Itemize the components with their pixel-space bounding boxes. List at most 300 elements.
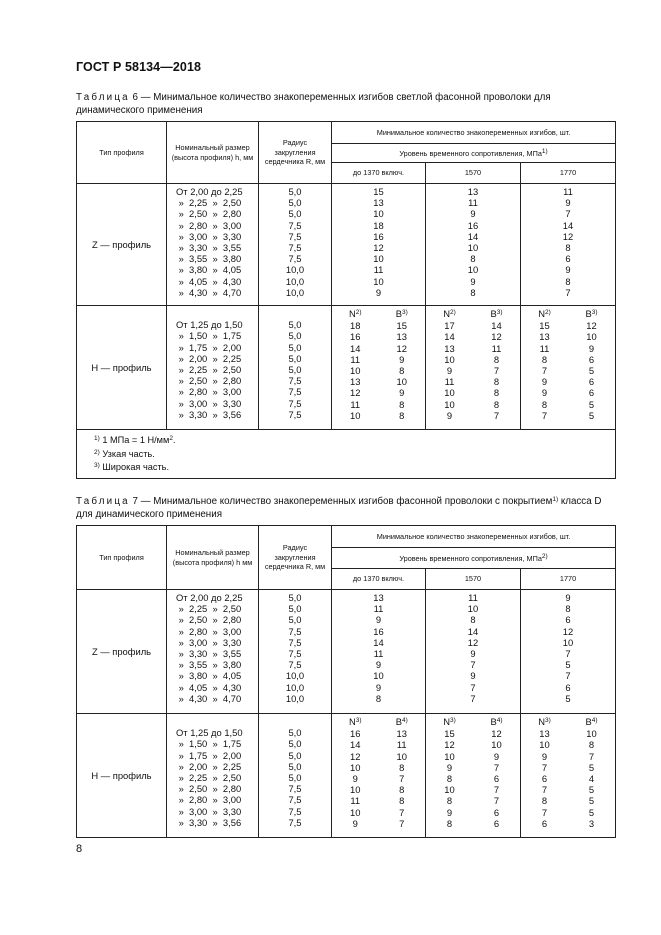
nb-row [521, 343, 615, 354]
cell-value: 13 [373, 197, 384, 209]
cell-value: 9 [446, 409, 453, 421]
cell-value: От 2,00 до 2,25 [176, 592, 243, 603]
nb-row [521, 354, 615, 365]
t6-col-strength [332, 144, 616, 163]
cell-value: 10 [467, 603, 479, 615]
nb-row [332, 354, 425, 365]
cell-value: 11 [373, 648, 384, 660]
cell-value: 7 [399, 806, 405, 818]
nb-row [521, 807, 615, 818]
cell-value: 10 [373, 275, 384, 287]
cell-value: 13 [373, 592, 384, 603]
nb-row [426, 818, 520, 829]
t6-strength-sup: 1) [541, 148, 548, 156]
cell-value: 10 [539, 739, 550, 751]
cell-value: 5,0 [288, 208, 302, 220]
cell-value: 7 [399, 817, 405, 829]
cell-value: 13 [396, 331, 407, 343]
cell-value: 16 [350, 728, 361, 740]
cell-value: 11 [350, 398, 361, 410]
table-6 [76, 121, 616, 479]
nb-row [332, 751, 425, 762]
cell-value: 16 [350, 331, 361, 343]
cell-value: 8 [399, 398, 405, 410]
cell-value: 7,5 [288, 794, 302, 806]
cell-value: » 3,00 » 3,30 [176, 805, 242, 817]
page-number: 8 [76, 843, 83, 855]
cell-value: 10 [373, 670, 384, 682]
cell-value: 11 [563, 186, 573, 197]
cell-value: 5 [588, 795, 595, 807]
cell-value: 7 [493, 761, 500, 773]
cell-value: 9 [375, 286, 382, 298]
cell-value: » 3,30 » 3,56 [176, 816, 242, 828]
cell-value: » 1,75 » 2,00 [176, 749, 242, 761]
cell-value: 12 [350, 387, 361, 399]
cell-value: 10 [491, 739, 502, 751]
t6-note-1: $^{1)}$ 1 МПа = 1 $Н/мм^2$. [94, 435, 176, 445]
cell-value: 10 [467, 242, 479, 254]
nb-row [332, 762, 425, 773]
cell-value: 7,5 [288, 253, 302, 265]
t7-z-s2 [426, 590, 521, 714]
b-header: $В^{4)}$ [395, 716, 408, 727]
cell-value: 13 [444, 342, 455, 354]
cell-value: 17 [444, 320, 455, 332]
t6-z-s3 [521, 184, 616, 306]
table6-label: Таблица [76, 92, 130, 103]
cell-value: 5,0 [288, 341, 302, 353]
cell-value: 6 [588, 387, 595, 399]
t6-col-profile: Тип профиля [77, 122, 167, 184]
cell-value: 8 [470, 286, 476, 298]
table7-title-sup: 1) [552, 496, 559, 503]
t7-z-s3 [521, 590, 616, 714]
cell-value: 18 [350, 320, 361, 332]
t6-note-2: $^{2)}$ Узкая часть. [94, 448, 155, 459]
cell-value: 7,5 [288, 397, 302, 409]
cell-value: 12 [491, 331, 502, 343]
cell-value: 10,0 [285, 681, 305, 693]
nb-row [521, 762, 615, 773]
cell-value: 5,0 [288, 186, 302, 197]
cell-value: 5,0 [288, 352, 302, 364]
nb-row [521, 784, 615, 795]
cell-value: 13 [350, 376, 361, 388]
cell-value: 10 [350, 784, 361, 796]
cell-value: 10 [444, 784, 455, 796]
cell-value: 6 [493, 817, 500, 829]
table6-title: Минимальное количество знакопеременных изгибов светлой фасонной проволоки для динамического применения [76, 92, 551, 116]
cell-value: 8 [399, 795, 405, 807]
cell-value: » 2,50 » 2,80 [176, 375, 242, 387]
cell-value: 10 [444, 387, 455, 399]
t6-z-ranges [167, 184, 259, 306]
t7-col-s3: 1770 [521, 569, 616, 590]
cell-value: 14 [350, 739, 361, 751]
cell-value: 8 [541, 353, 548, 365]
cell-value: От 1,25 до 1,50 [176, 727, 243, 739]
cell-value: 9 [541, 387, 548, 399]
cell-value: 9 [565, 592, 571, 603]
cell-value: 7,5 [288, 659, 302, 671]
cell-value: 5 [565, 659, 571, 671]
cell-value: » 1,50 » 1,75 [176, 330, 242, 342]
cell-value: 8 [493, 353, 500, 365]
cell-value: 8 [399, 784, 405, 796]
cell-value: 9 [375, 614, 382, 626]
cell-value: » 4,30 » 4,70 [176, 692, 242, 704]
cell-value: 6 [493, 773, 500, 784]
cell-value: 10 [396, 376, 407, 388]
nb-header [332, 716, 425, 727]
cell-value: 18 [373, 219, 384, 231]
cell-value: 5,0 [288, 603, 302, 615]
cell-value: 6 [588, 353, 595, 365]
cell-value: 9 [493, 750, 500, 762]
cell-value: 9 [470, 670, 476, 682]
t7-col-strength [332, 548, 616, 569]
cell-value: 7,5 [288, 408, 302, 420]
n-header: $N^{2)}$ [538, 308, 551, 319]
cell-value: 12 [562, 230, 574, 242]
t6-z-label: Z — профиль [77, 184, 167, 306]
nb-row [332, 365, 425, 376]
nb-row [332, 739, 425, 750]
cell-value: 12 [396, 342, 407, 354]
cell-value: 5 [588, 365, 595, 376]
table7-caption [76, 494, 616, 521]
document-header: ГОСТ Р 58134—2018 [76, 60, 202, 74]
cell-value: 14 [467, 625, 479, 637]
t7-h-label: Н — профиль [77, 714, 167, 838]
cell-value: » 3,55 » 3,80 [176, 253, 242, 265]
cell-value: » 2,00 » 2,25 [176, 760, 242, 772]
cell-value: 5 [565, 692, 571, 704]
nb-row [332, 331, 425, 342]
cell-value: 8 [399, 409, 405, 421]
cell-value: » 2,80 » 3,00 [176, 794, 242, 806]
cell-value: 5,0 [288, 319, 302, 331]
cell-value: » 2,80 » 3,00 [176, 219, 242, 231]
nb-header [426, 308, 520, 319]
cell-value: 9 [446, 806, 453, 818]
cell-value: » 4,30 » 4,70 [176, 286, 242, 298]
cell-value: 10,0 [285, 275, 305, 287]
t7-h-radius [259, 714, 332, 838]
cell-value: 8 [399, 365, 405, 376]
nb-row [521, 320, 615, 331]
nb-row [332, 773, 425, 784]
t6-z-s2 [426, 184, 521, 306]
cell-value: » 1,50 » 1,75 [176, 738, 242, 750]
cell-value: 11 [468, 592, 478, 603]
cell-value: 8 [565, 275, 571, 287]
cell-value: 7,5 [288, 242, 302, 254]
cell-value: 14 [491, 320, 502, 332]
cell-value: 10 [444, 353, 455, 365]
nb-row [426, 365, 520, 376]
cell-value: » 2,25 » 2,50 [176, 772, 242, 784]
t6-h-s1 [332, 306, 426, 430]
cell-value: 12 [586, 320, 597, 332]
cell-value: 8 [446, 817, 453, 829]
nb-row [426, 751, 520, 762]
table7-title-b: класса D для динамического применения [76, 496, 602, 520]
cell-value: » 2,25 » 2,50 [176, 603, 242, 615]
cell-value: 7 [470, 659, 476, 671]
cell-value: 8 [541, 398, 548, 410]
nb-row [426, 331, 520, 342]
cell-value: 9 [399, 353, 405, 365]
cell-value: 5,0 [288, 614, 302, 626]
nb-row [332, 818, 425, 829]
cell-value: » 3,55 » 3,80 [176, 659, 242, 671]
nb-row [426, 354, 520, 365]
cell-value: 9 [375, 659, 382, 671]
t6-h-ranges [167, 306, 259, 430]
cell-value: 13 [467, 186, 479, 197]
cell-value: 14 [444, 331, 455, 343]
t7-strength-text: Уровень временного сопротивления, МПа [399, 554, 542, 564]
cell-value: 9 [470, 648, 476, 660]
table7-number: 7 — [129, 496, 154, 507]
t7-h-s3 [521, 714, 616, 838]
cell-value: 7 [493, 795, 500, 807]
nb-row [332, 410, 425, 421]
cell-value: 10 [586, 331, 597, 343]
cell-value: 7,5 [288, 783, 302, 795]
cell-value: 7 [493, 784, 500, 796]
cell-value: » 3,80 » 4,05 [176, 264, 242, 276]
nb-row [332, 795, 425, 806]
nb-header [521, 308, 615, 319]
cell-value: 4 [588, 773, 595, 784]
t6-col-size: Номинальный размер (высота профиля) h, мм [167, 122, 259, 184]
cell-value: 8 [493, 398, 500, 410]
cell-value: 6 [565, 253, 571, 265]
cell-value: 6 [541, 773, 548, 784]
nb-row [426, 784, 520, 795]
cell-value: » 2,25 » 2,50 [176, 364, 242, 376]
cell-value: 6 [565, 614, 571, 626]
cell-value: 12 [562, 625, 574, 637]
cell-value: 9 [541, 376, 548, 388]
cell-value: 10,0 [285, 692, 305, 704]
cell-value: 7,5 [288, 805, 302, 817]
cell-value: 7,5 [288, 375, 302, 387]
cell-value: 8 [446, 773, 453, 784]
t7-col-radius: Радиус закругления сердечника R, мм [259, 526, 332, 590]
cell-value: 10 [350, 409, 361, 421]
cell-value: 10 [350, 761, 361, 773]
t6-z-s1 [332, 184, 426, 306]
nb-row [426, 320, 520, 331]
cell-value: 9 [588, 342, 595, 354]
table7-title-a: Минимальное количество знакопеременных изгибов фасонной проволоки с покрытием [153, 496, 553, 507]
cell-value: 7 [470, 681, 476, 693]
t6-footnotes [77, 430, 616, 479]
cell-value: 9 [541, 750, 548, 762]
cell-value: 5,0 [288, 772, 302, 784]
b-header: $В^{4)}$ [490, 716, 503, 727]
table-7 [76, 525, 616, 838]
table7-label: Таблица [76, 496, 130, 507]
nb-row [426, 728, 520, 739]
t7-col-size: Номинальный размер (высота профиля) h мм [167, 526, 259, 590]
t6-h-radius [259, 306, 332, 430]
nb-row [521, 751, 615, 762]
n-header: $N^{2)}$ [348, 308, 362, 319]
cell-value: 15 [396, 320, 407, 332]
cell-value: 12 [444, 739, 455, 751]
nb-row [521, 773, 615, 784]
cell-value: 9 [352, 773, 358, 784]
cell-value: 6 [565, 681, 571, 693]
cell-value: 7 [493, 409, 500, 421]
t6-strength-text: Уровень временного сопротивления, МПа [399, 149, 542, 159]
cell-value: 7,5 [288, 648, 302, 660]
cell-value: 13 [539, 331, 550, 343]
cell-value: 7,5 [288, 816, 302, 828]
t6-col-s2: 1570 [426, 163, 521, 184]
cell-value: 6 [541, 817, 548, 829]
nb-row [426, 343, 520, 354]
cell-value: » 2,80 » 3,00 [176, 625, 242, 637]
t7-h-s2 [426, 714, 521, 838]
cell-value: » 3,30 » 3,55 [176, 242, 242, 254]
t6-col-radius: Радиус закругления сердечника R, мм [259, 122, 332, 184]
t6-h-s2 [426, 306, 521, 430]
cell-value: 9 [446, 365, 453, 376]
cell-value: 10,0 [285, 670, 305, 682]
t7-z-radius [259, 590, 332, 714]
t7-col-s2: 1570 [426, 569, 521, 590]
t6-h-label: Н — профиль [77, 306, 167, 430]
cell-value: 11 [373, 603, 384, 615]
cell-value: 10 [373, 253, 384, 265]
b-header: $В^{3)}$ [490, 308, 503, 319]
cell-value: 10 [444, 398, 455, 410]
cell-value: » 2,50 » 2,80 [176, 783, 242, 795]
cell-value: 9 [565, 197, 571, 209]
cell-value: 5,0 [288, 197, 302, 209]
cell-value: » 2,00 » 2,25 [176, 352, 242, 364]
cell-value: 11 [491, 342, 502, 354]
nb-row [332, 320, 425, 331]
cell-value: 10 [350, 365, 361, 376]
cell-value: 11 [444, 376, 455, 388]
n-header: $N^{2)}$ [443, 308, 456, 319]
cell-value: 6 [493, 806, 500, 818]
cell-value: 14 [562, 219, 574, 231]
nb-row [426, 807, 520, 818]
cell-value: 5,0 [288, 760, 302, 772]
b-header: $В^{3)}$ [395, 308, 408, 319]
t6-note-3: $^{3)}$ Широкая часть. [94, 462, 170, 473]
nb-row [332, 728, 425, 739]
cell-value: 9 [352, 817, 358, 829]
cell-value: 10 [586, 728, 597, 740]
nb-row [426, 739, 520, 750]
t7-z-s1 [332, 590, 426, 714]
cell-value: 9 [565, 264, 571, 276]
cell-value: » 3,00 » 3,30 [176, 230, 242, 242]
cell-value: » 3,80 » 4,05 [176, 670, 242, 682]
nb-row [521, 365, 615, 376]
cell-value: 10 [444, 750, 455, 762]
cell-value: 7 [565, 208, 571, 220]
cell-value: 11 [468, 197, 478, 209]
cell-value: 13 [539, 728, 550, 740]
cell-value: 11 [350, 353, 361, 365]
cell-value: 6 [588, 376, 595, 388]
n-header: $N^{3)}$ [348, 716, 362, 727]
cell-value: 14 [467, 230, 479, 242]
cell-value: 15 [444, 728, 455, 740]
nb-row [332, 387, 425, 398]
cell-value: 8 [565, 603, 571, 615]
cell-value: » 4,05 » 4,30 [176, 681, 242, 693]
cell-value: 8 [399, 761, 405, 773]
b-header: $В^{3)}$ [585, 308, 598, 319]
cell-value: 8 [541, 795, 548, 807]
cell-value: 12 [350, 750, 361, 762]
cell-value: 5,0 [288, 738, 302, 750]
cell-value: 5,0 [288, 330, 302, 342]
cell-value: 16 [467, 219, 479, 231]
cell-value: 8 [446, 795, 453, 807]
cell-value: 5,0 [288, 592, 302, 603]
cell-value: 10 [396, 750, 407, 762]
t6-col-s3: 1770 [521, 163, 616, 184]
cell-value: 7 [470, 692, 476, 704]
nb-row [521, 376, 615, 387]
cell-value: 12 [491, 728, 502, 740]
cell-value: 7,5 [288, 386, 302, 398]
nb-row [426, 399, 520, 410]
cell-value: 10 [373, 208, 384, 220]
cell-value: 14 [350, 342, 361, 354]
nb-row [521, 399, 615, 410]
nb-row [521, 728, 615, 739]
cell-value: 9 [399, 387, 405, 399]
cell-value: 8 [493, 376, 500, 388]
cell-value: 7,5 [288, 636, 302, 648]
cell-value: 7 [588, 750, 595, 762]
cell-value: » 2,50 » 2,80 [176, 208, 242, 220]
cell-value: 9 [470, 208, 476, 220]
table6-number: 6 — [129, 92, 154, 103]
nb-row [332, 784, 425, 795]
cell-value: 5 [588, 784, 595, 796]
cell-value: 11 [539, 342, 550, 354]
cell-value: 7 [541, 365, 548, 376]
cell-value: 8 [470, 614, 476, 626]
cell-value: 14 [373, 636, 384, 648]
cell-value: 5 [588, 806, 595, 818]
cell-value: 10 [562, 636, 574, 648]
cell-value: 9 [470, 275, 476, 287]
nb-header [332, 308, 425, 319]
t7-col-profile: Тип профиля [77, 526, 167, 590]
nb-row [332, 399, 425, 410]
cell-value: 7 [565, 286, 571, 298]
nb-header [521, 716, 615, 727]
table6-caption [76, 92, 616, 117]
nb-row [426, 773, 520, 784]
cell-value: 5,0 [288, 364, 302, 376]
